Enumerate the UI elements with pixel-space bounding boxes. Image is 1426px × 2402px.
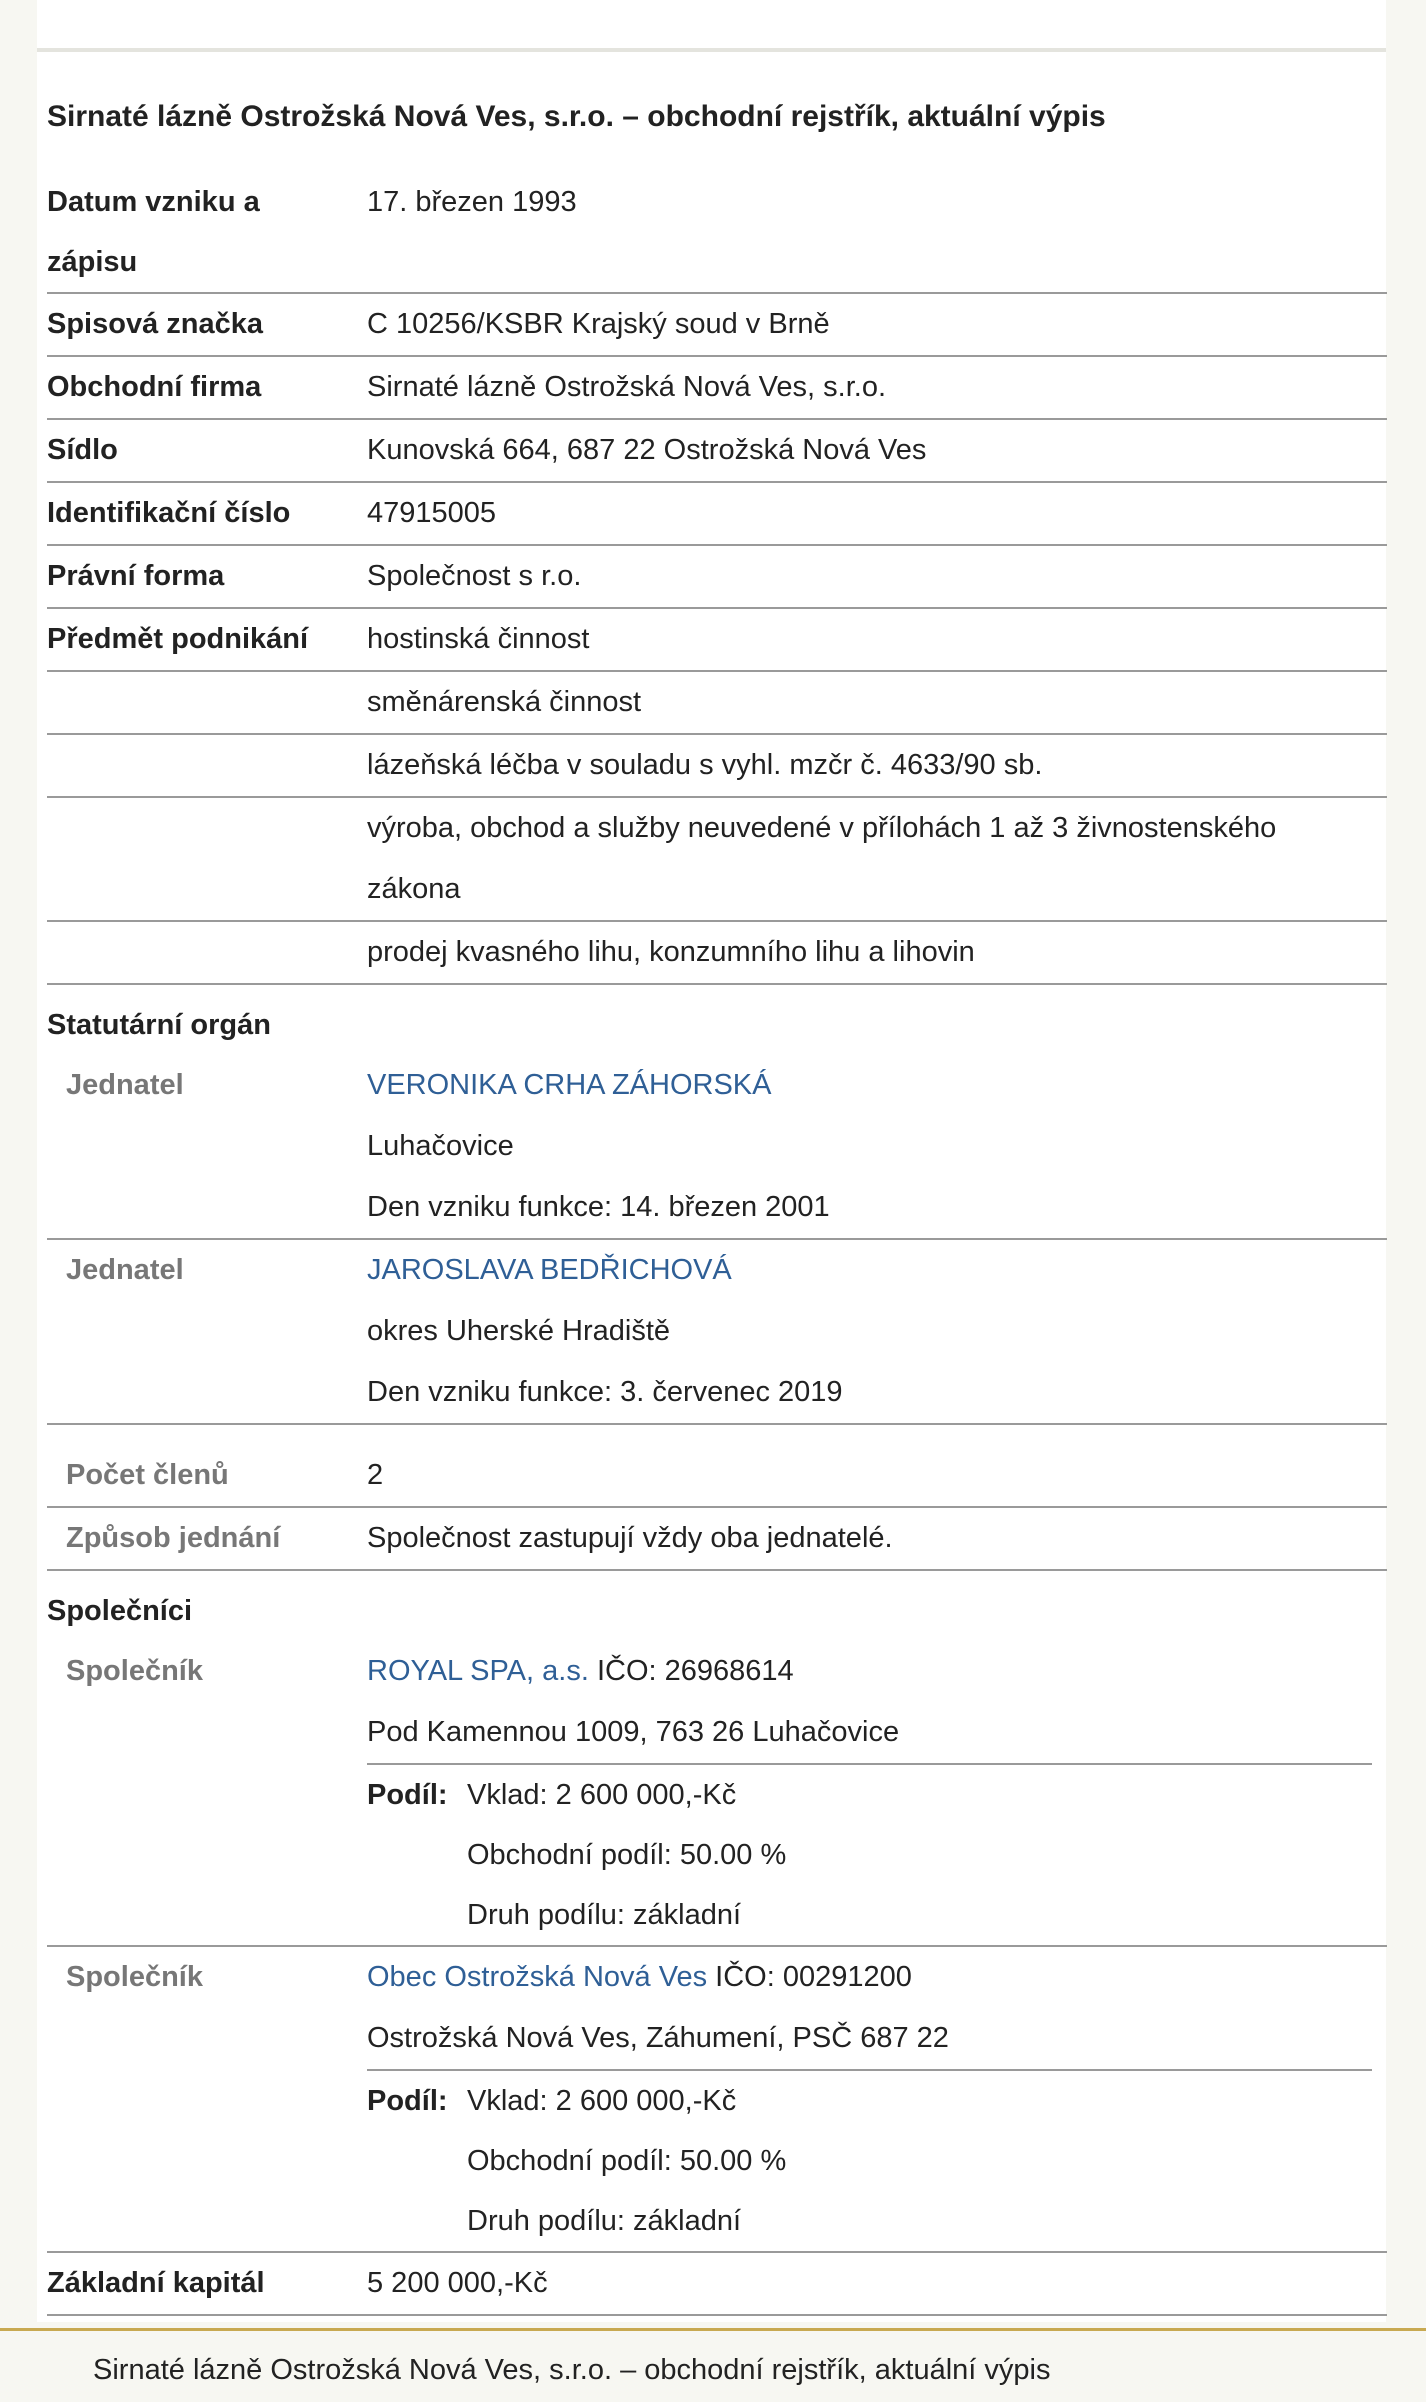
podil-druh: Druh podílu: základní bbox=[467, 2205, 742, 2237]
podil-vklad: Vklad: 2 600 000,-Kč bbox=[467, 2085, 737, 2117]
row-label: Společník bbox=[66, 1961, 203, 1993]
section-heading-statutarni: Statutární orgán bbox=[47, 1009, 271, 1041]
row-label: Jednatel bbox=[66, 1069, 184, 1101]
row-jednatel bbox=[47, 1055, 1387, 1240]
row-spolecnik bbox=[47, 1947, 1387, 2253]
person-link[interactable]: VERONIKA CRHA ZÁHORSKÁ bbox=[367, 1069, 772, 1101]
row-value: hostinská činnost bbox=[367, 623, 590, 655]
row-jednatel bbox=[47, 1240, 1387, 1425]
row-ico bbox=[47, 483, 1387, 546]
podil-values bbox=[467, 1765, 1372, 1945]
row-predmet-podnikani bbox=[47, 609, 1387, 672]
partner-address: Pod Kamennou 1009, 763 26 Luhačovice bbox=[367, 1716, 900, 1748]
podil-druh: Druh podílu: základní bbox=[467, 1899, 742, 1931]
row-value-block bbox=[367, 1055, 1387, 1238]
row-spisova-znacka bbox=[47, 294, 1387, 357]
podil-values bbox=[467, 2071, 1372, 2251]
row-value: lázeňská léčba v souladu s vyhl. mzčr č. 4633/90 sb. bbox=[367, 749, 1043, 781]
row-value: Společnost s r.o. bbox=[367, 560, 582, 592]
partner-line bbox=[367, 1947, 1387, 2008]
row-value-block bbox=[367, 1947, 1387, 2069]
partner-link[interactable]: Obec Ostrožská Nová Ves bbox=[367, 1961, 708, 1993]
section-heading-spolecnici: Společníci bbox=[47, 1595, 193, 1627]
podil-obchodni: Obchodní podíl: 50.00 % bbox=[467, 1839, 787, 1871]
row-value: prodej kvasného lihu, konzumního lihu a lihovin bbox=[367, 936, 975, 968]
row-label: Jednatel bbox=[66, 1254, 184, 1286]
row-value: C 10256/KSBR Krajský soud v Brně bbox=[367, 308, 830, 340]
partner-address: Ostrožská Nová Ves, Záhumení, PSČ 687 22 bbox=[367, 2022, 949, 2054]
partner-link[interactable]: ROYAL SPA, a.s. bbox=[367, 1655, 589, 1687]
row-sidlo bbox=[47, 420, 1387, 483]
row-zakladni-kapital bbox=[47, 2253, 1387, 2316]
person-link[interactable]: JAROSLAVA BEDŘICHOVÁ bbox=[367, 1254, 732, 1286]
row-label: Spisová značka bbox=[47, 308, 263, 340]
row-value: výroba, obchod a služby neuvedené v přílohách 1 až 3 živnostenského zákona bbox=[367, 812, 1277, 905]
podil-block bbox=[367, 1763, 1372, 1945]
partner-line bbox=[367, 1641, 1387, 1702]
row-value-block bbox=[367, 1240, 1387, 1423]
row-pocet-clenu bbox=[47, 1425, 1387, 1508]
podil-label: Podíl: bbox=[367, 1779, 448, 1811]
row-predmet-item bbox=[47, 735, 1387, 798]
partner-ico: IČO: 00291200 bbox=[707, 1961, 912, 1993]
footer-title: Sirnaté lázně Ostrožská Nová Ves, s.r.o. – obchodní rejstřík, aktuální výpis bbox=[93, 2354, 1051, 2386]
row-value: Společnost zastupují vždy oba jednatelé. bbox=[367, 1522, 893, 1554]
row-datum-vzniku bbox=[47, 172, 1387, 294]
person-since: Den vzniku funkce: 14. březen 2001 bbox=[367, 1191, 830, 1223]
row-label: Společník bbox=[66, 1655, 203, 1687]
row-value: 47915005 bbox=[367, 497, 497, 529]
row-label: Způsob jednání bbox=[66, 1522, 281, 1554]
row-spolecnik bbox=[47, 1641, 1387, 1947]
row-predmet-item bbox=[47, 798, 1387, 922]
row-label: Základní kapitál bbox=[47, 2267, 265, 2299]
row-value-block bbox=[367, 1641, 1387, 1763]
row-label: Právní forma bbox=[47, 560, 225, 592]
row-label: Sídlo bbox=[47, 434, 118, 466]
podil-label: Podíl: bbox=[367, 2085, 448, 2117]
row-value: 5 200 000,-Kč bbox=[367, 2267, 548, 2299]
row-predmet-item bbox=[47, 672, 1387, 735]
person-place: Luhačovice bbox=[367, 1130, 514, 1162]
row-label: Obchodní firma bbox=[47, 371, 262, 403]
row-value: Sirnaté lázně Ostrožská Nová Ves, s.r.o. bbox=[367, 371, 887, 403]
row-value: směnárenská činnost bbox=[367, 686, 642, 718]
row-value: 2 bbox=[367, 1459, 384, 1491]
row-pravni-forma bbox=[47, 546, 1387, 609]
row-zpusob-jednani bbox=[47, 1508, 1387, 1571]
footer-divider bbox=[0, 2328, 1426, 2331]
row-obchodni-firma bbox=[47, 357, 1387, 420]
row-label: Datum vzniku a zápisu bbox=[47, 186, 260, 278]
register-extract bbox=[47, 52, 1387, 2316]
row-label: Počet členů bbox=[66, 1459, 229, 1491]
person-since: Den vzniku funkce: 3. červenec 2019 bbox=[367, 1376, 843, 1408]
row-value: Kunovská 664, 687 22 Ostrožská Nová Ves bbox=[367, 434, 927, 466]
podil-obchodni: Obchodní podíl: 50.00 % bbox=[467, 2145, 787, 2177]
partner-ico: IČO: 26968614 bbox=[588, 1655, 794, 1687]
person-place: okres Uherské Hradiště bbox=[367, 1315, 670, 1347]
row-label: Předmět podnikání bbox=[47, 623, 309, 655]
row-predmet-item bbox=[47, 922, 1387, 985]
podil-block bbox=[367, 2069, 1372, 2251]
podil-vklad: Vklad: 2 600 000,-Kč bbox=[467, 1779, 737, 1811]
page-title: Sirnaté lázně Ostrožská Nová Ves, s.r.o. – obchodní rejstřík, aktuální výpis bbox=[47, 100, 1106, 133]
row-value: 17. březen 1993 bbox=[367, 186, 577, 218]
row-label: Identifikační číslo bbox=[47, 497, 291, 529]
